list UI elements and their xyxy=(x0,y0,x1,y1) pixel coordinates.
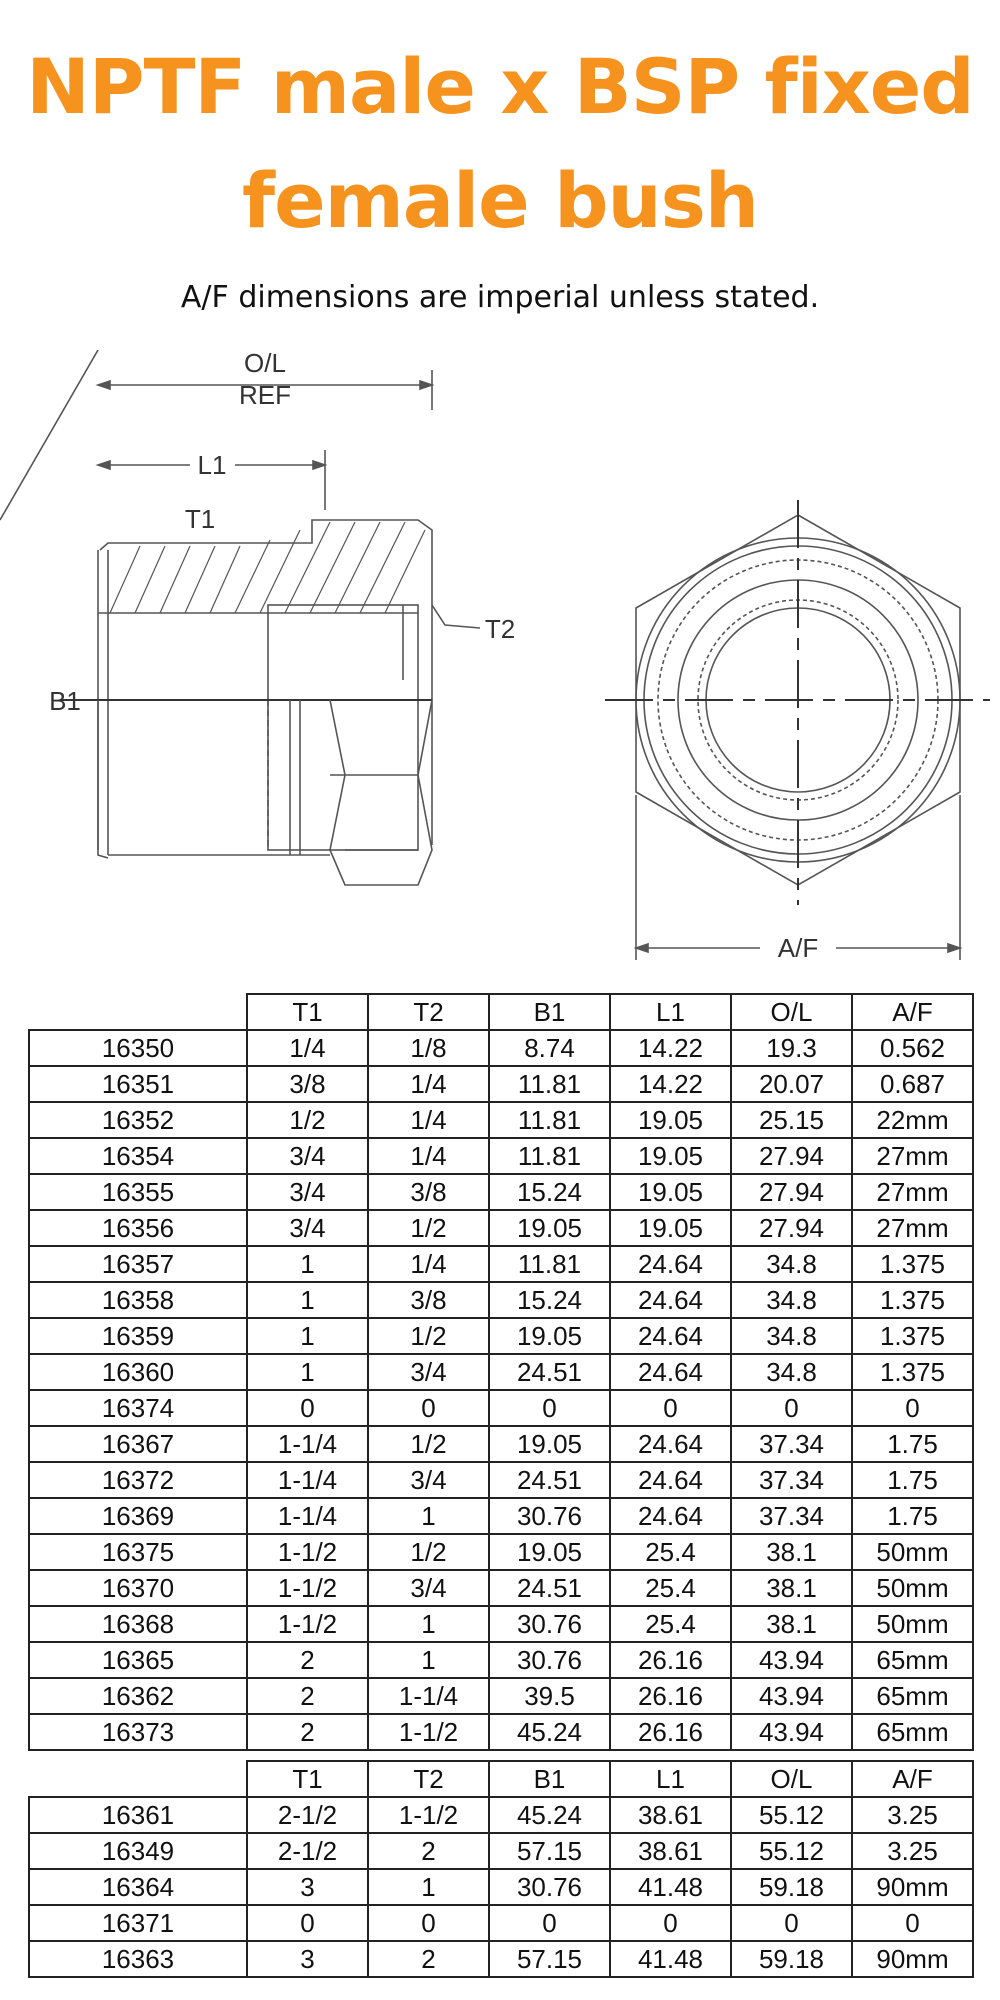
table-cell: 1/8 xyxy=(368,1030,489,1066)
table-cell: 14.22 xyxy=(610,1030,731,1066)
label-af: A/F xyxy=(777,933,819,963)
table-cell: 2 xyxy=(247,1714,368,1750)
table-cell: 1.375 xyxy=(852,1246,973,1282)
table-cell: 3/4 xyxy=(247,1174,368,1210)
table-cell: 0 xyxy=(731,1905,852,1941)
label-ref: REF xyxy=(239,380,291,410)
table-cell: 1-1/4 xyxy=(368,1678,489,1714)
table-row xyxy=(29,1534,973,1570)
table-cell: 0 xyxy=(852,1905,973,1941)
part-number-cell: 16352 xyxy=(29,1102,247,1138)
end-view xyxy=(605,500,990,960)
table-cell: 2-1/2 xyxy=(247,1833,368,1869)
table-cell: 55.12 xyxy=(731,1833,852,1869)
table-cell: 1.375 xyxy=(852,1318,973,1354)
table-cell: 2 xyxy=(247,1678,368,1714)
table-cell: 0 xyxy=(489,1905,610,1941)
table-cell: 3 xyxy=(247,1941,368,1977)
table-cell: 24.64 xyxy=(610,1246,731,1282)
table-cell: 0 xyxy=(610,1390,731,1426)
table-cell: 41.48 xyxy=(610,1869,731,1905)
table-cell: 11.81 xyxy=(489,1246,610,1282)
label-t2: T2 xyxy=(484,614,516,644)
part-number-cell: 16375 xyxy=(29,1534,247,1570)
table-row xyxy=(29,1390,973,1426)
table-row xyxy=(29,1174,973,1210)
table-cell: 27mm xyxy=(852,1138,973,1174)
table-row xyxy=(29,1833,973,1869)
table-cell: 1/2 xyxy=(368,1426,489,1462)
table-cell: 0 xyxy=(731,1390,852,1426)
table-cell: 25.4 xyxy=(610,1570,731,1606)
table-cell: 3/8 xyxy=(247,1066,368,1102)
table-cell: 19.05 xyxy=(489,1210,610,1246)
table-cell: 30.76 xyxy=(489,1642,610,1678)
table-cell: 1/4 xyxy=(368,1138,489,1174)
table-cell: 3/4 xyxy=(368,1354,489,1390)
table-cell: 24.51 xyxy=(489,1570,610,1606)
table-cell: 1 xyxy=(247,1282,368,1318)
table-cell: 3.25 xyxy=(852,1797,973,1833)
table-cell: 1-1/2 xyxy=(368,1714,489,1750)
table-cell: 1 xyxy=(247,1354,368,1390)
table-cell: 19.05 xyxy=(489,1318,610,1354)
table-row xyxy=(29,1678,973,1714)
table-cell: 0.687 xyxy=(852,1066,973,1102)
table-cell: 3.25 xyxy=(852,1833,973,1869)
table-cell: 2-1/2 xyxy=(247,1797,368,1833)
table-cell: 34.8 xyxy=(731,1354,852,1390)
part-number-cell: 16367 xyxy=(29,1426,247,1462)
part-number-cell: 16372 xyxy=(29,1462,247,1498)
table-cell: 50mm xyxy=(852,1570,973,1606)
table-cell: 1-1/2 xyxy=(247,1606,368,1642)
column-header: L1 xyxy=(610,994,731,1030)
table-row xyxy=(29,1354,973,1390)
table-cell: 19.05 xyxy=(610,1138,731,1174)
table-cell: 59.18 xyxy=(731,1941,852,1977)
part-number-cell: 16351 xyxy=(29,1066,247,1102)
table-row xyxy=(29,1282,973,1318)
table-cell: 34.8 xyxy=(731,1318,852,1354)
technical-drawing xyxy=(0,350,1000,980)
table-cell: 0 xyxy=(368,1905,489,1941)
table-cell: 45.24 xyxy=(489,1797,610,1833)
table-cell: 19.05 xyxy=(489,1426,610,1462)
column-header: L1 xyxy=(610,1761,731,1797)
table-cell: 24.64 xyxy=(610,1498,731,1534)
table-cell: 0.562 xyxy=(852,1030,973,1066)
table-cell: 19.05 xyxy=(610,1102,731,1138)
header-blank xyxy=(29,1761,247,1797)
part-number-cell: 16358 xyxy=(29,1282,247,1318)
table-cell: 65mm xyxy=(852,1642,973,1678)
table-cell: 65mm xyxy=(852,1714,973,1750)
part-number-cell: 16370 xyxy=(29,1570,247,1606)
table-cell: 19.05 xyxy=(610,1174,731,1210)
part-number-cell: 16373 xyxy=(29,1714,247,1750)
table-cell: 19.05 xyxy=(610,1210,731,1246)
table-cell: 24.64 xyxy=(610,1426,731,1462)
table-row xyxy=(29,1570,973,1606)
table-cell: 38.61 xyxy=(610,1833,731,1869)
table-row xyxy=(29,1318,973,1354)
table-cell: 1.75 xyxy=(852,1426,973,1462)
page-title-line-1: NPTF male x BSP fixed xyxy=(26,42,974,131)
table-cell: 27mm xyxy=(852,1210,973,1246)
column-header: A/F xyxy=(852,994,973,1030)
table-row xyxy=(29,1642,973,1678)
table-row xyxy=(29,1102,973,1138)
table-cell: 30.76 xyxy=(489,1498,610,1534)
table-cell: 0 xyxy=(610,1905,731,1941)
table-cell: 3/4 xyxy=(247,1138,368,1174)
table-cell: 1/4 xyxy=(368,1102,489,1138)
table-cell: 1/2 xyxy=(368,1534,489,1570)
table-cell: 0 xyxy=(247,1905,368,1941)
table-cell: 34.8 xyxy=(731,1282,852,1318)
column-header: B1 xyxy=(489,1761,610,1797)
table-cell: 3/4 xyxy=(368,1462,489,1498)
table-cell: 90mm xyxy=(852,1941,973,1977)
table-cell: 2 xyxy=(368,1941,489,1977)
label-t1: T1 xyxy=(184,504,216,534)
table-cell: 25.15 xyxy=(731,1102,852,1138)
table-cell: 26.16 xyxy=(610,1678,731,1714)
table-cell: 1-1/4 xyxy=(247,1426,368,1462)
table-row xyxy=(29,1066,973,1102)
table-cell: 24.51 xyxy=(489,1354,610,1390)
table-cell: 43.94 xyxy=(731,1714,852,1750)
table-cell: 15.24 xyxy=(489,1282,610,1318)
table-cell: 1-1/2 xyxy=(247,1534,368,1570)
table-row xyxy=(29,1941,973,1977)
table-cell: 30.76 xyxy=(489,1869,610,1905)
table-cell: 1-1/2 xyxy=(247,1570,368,1606)
table-cell: 38.1 xyxy=(731,1606,852,1642)
table-cell: 24.64 xyxy=(610,1282,731,1318)
column-header: O/L xyxy=(731,994,852,1030)
table-cell: 26.16 xyxy=(610,1714,731,1750)
part-number-cell: 16374 xyxy=(29,1390,247,1426)
header-blank xyxy=(29,994,247,1030)
column-header: T1 xyxy=(247,1761,368,1797)
table-cell: 37.34 xyxy=(731,1426,852,1462)
part-number-cell: 16371 xyxy=(29,1905,247,1941)
label-l1: L1 xyxy=(197,450,227,480)
part-number-cell: 16361 xyxy=(29,1797,247,1833)
dimension-note: A/F dimensions are imperial unless stated. xyxy=(180,280,820,315)
table-cell: 39.5 xyxy=(489,1678,610,1714)
table-cell: 1/2 xyxy=(368,1318,489,1354)
table-cell: 37.34 xyxy=(731,1462,852,1498)
table-row xyxy=(29,1714,973,1750)
table-cell: 1 xyxy=(368,1498,489,1534)
table-cell: 34.8 xyxy=(731,1246,852,1282)
part-number-cell: 16368 xyxy=(29,1606,247,1642)
table-cell: 43.94 xyxy=(731,1642,852,1678)
table-cell: 27mm xyxy=(852,1174,973,1210)
table-cell: 1-1/4 xyxy=(247,1498,368,1534)
table-cell: 0 xyxy=(852,1390,973,1426)
part-number-cell: 16369 xyxy=(29,1498,247,1534)
table-cell: 26.16 xyxy=(610,1642,731,1678)
table-cell: 11.81 xyxy=(489,1138,610,1174)
table-cell: 1/4 xyxy=(368,1066,489,1102)
table-cell: 19.3 xyxy=(731,1030,852,1066)
table-cell: 0 xyxy=(489,1390,610,1426)
table-cell: 50mm xyxy=(852,1606,973,1642)
table-cell: 50mm xyxy=(852,1534,973,1570)
part-number-cell: 16356 xyxy=(29,1210,247,1246)
table-cell: 3 xyxy=(247,1869,368,1905)
column-header: T1 xyxy=(247,994,368,1030)
table-cell: 38.61 xyxy=(610,1797,731,1833)
page-title-line-2: female bush xyxy=(242,156,758,245)
column-header: B1 xyxy=(489,994,610,1030)
table-cell: 90mm xyxy=(852,1869,973,1905)
table-cell: 11.81 xyxy=(489,1102,610,1138)
part-number-cell: 16363 xyxy=(29,1941,247,1977)
table-cell: 1 xyxy=(247,1318,368,1354)
part-number-cell: 16360 xyxy=(29,1354,247,1390)
table-cell: 59.18 xyxy=(731,1869,852,1905)
table-row xyxy=(29,1426,973,1462)
label-ol: O/L xyxy=(244,350,286,378)
table-cell: 22mm xyxy=(852,1102,973,1138)
table-cell: 25.4 xyxy=(610,1534,731,1570)
table-cell: 27.94 xyxy=(731,1210,852,1246)
table-cell: 24.64 xyxy=(610,1318,731,1354)
table-row xyxy=(29,1905,973,1941)
table-cell: 41.48 xyxy=(610,1941,731,1977)
table-cell: 14.22 xyxy=(610,1066,731,1102)
table-cell: 1/4 xyxy=(247,1030,368,1066)
table-cell: 1.375 xyxy=(852,1282,973,1318)
table-cell: 0 xyxy=(368,1390,489,1426)
part-number-cell: 16359 xyxy=(29,1318,247,1354)
part-number-cell: 16354 xyxy=(29,1138,247,1174)
table-cell: 43.94 xyxy=(731,1678,852,1714)
table-cell: 24.51 xyxy=(489,1462,610,1498)
table-cell: 37.34 xyxy=(731,1498,852,1534)
table-row xyxy=(29,1138,973,1174)
column-header: A/F xyxy=(852,1761,973,1797)
table-row xyxy=(29,1498,973,1534)
side-view xyxy=(0,350,480,885)
table-cell: 1 xyxy=(368,1606,489,1642)
label-b1: B1 xyxy=(49,686,81,716)
table-header xyxy=(29,1761,973,1797)
table-cell: 3/8 xyxy=(368,1282,489,1318)
table-cell: 1-1/4 xyxy=(247,1462,368,1498)
table-cell: 1.375 xyxy=(852,1354,973,1390)
table-cell: 24.64 xyxy=(610,1354,731,1390)
column-header: O/L xyxy=(731,1761,852,1797)
part-number-cell: 16349 xyxy=(29,1833,247,1869)
table-cell: 3/4 xyxy=(368,1570,489,1606)
table-cell: 1 xyxy=(368,1869,489,1905)
part-number-cell: 16362 xyxy=(29,1678,247,1714)
table-cell: 25.4 xyxy=(610,1606,731,1642)
table-row xyxy=(29,1210,973,1246)
table-cell: 1.75 xyxy=(852,1498,973,1534)
table-cell: 1/2 xyxy=(247,1102,368,1138)
spec-table-1 xyxy=(28,993,974,1751)
table-header xyxy=(29,994,973,1030)
part-number-cell: 16364 xyxy=(29,1869,247,1905)
table-row xyxy=(29,1462,973,1498)
table-cell: 2 xyxy=(247,1642,368,1678)
table-cell: 19.05 xyxy=(489,1534,610,1570)
table-cell: 1 xyxy=(247,1246,368,1282)
table-cell: 8.74 xyxy=(489,1030,610,1066)
table-row xyxy=(29,1246,973,1282)
table-cell: 1.75 xyxy=(852,1462,973,1498)
spec-table-2 xyxy=(28,1760,974,1978)
part-number-cell: 16350 xyxy=(29,1030,247,1066)
part-number-cell: 16365 xyxy=(29,1642,247,1678)
table-cell: 38.1 xyxy=(731,1534,852,1570)
table-cell: 24.64 xyxy=(610,1462,731,1498)
part-number-cell: 16355 xyxy=(29,1174,247,1210)
column-header: T2 xyxy=(368,1761,489,1797)
page-title xyxy=(0,30,1000,258)
table-cell: 1/2 xyxy=(368,1210,489,1246)
table-row xyxy=(29,1869,973,1905)
table-cell: 45.24 xyxy=(489,1714,610,1750)
table-row xyxy=(29,1797,973,1833)
table-cell: 27.94 xyxy=(731,1138,852,1174)
table-row xyxy=(29,1030,973,1066)
table-cell: 1-1/2 xyxy=(368,1797,489,1833)
table-cell: 11.81 xyxy=(489,1066,610,1102)
table-cell: 3/8 xyxy=(368,1174,489,1210)
table-row xyxy=(29,1606,973,1642)
table-cell: 20.07 xyxy=(731,1066,852,1102)
table-cell: 65mm xyxy=(852,1678,973,1714)
table-cell: 1/4 xyxy=(368,1246,489,1282)
table-cell: 38.1 xyxy=(731,1570,852,1606)
table-cell: 3/4 xyxy=(247,1210,368,1246)
column-header: T2 xyxy=(368,994,489,1030)
table-cell: 55.12 xyxy=(731,1797,852,1833)
table-cell: 30.76 xyxy=(489,1606,610,1642)
table-cell: 57.15 xyxy=(489,1941,610,1977)
table-cell: 0 xyxy=(247,1390,368,1426)
table-cell: 15.24 xyxy=(489,1174,610,1210)
table-cell: 1 xyxy=(368,1642,489,1678)
table-cell: 2 xyxy=(368,1833,489,1869)
part-number-cell: 16357 xyxy=(29,1246,247,1282)
table-cell: 57.15 xyxy=(489,1833,610,1869)
table-cell: 27.94 xyxy=(731,1174,852,1210)
